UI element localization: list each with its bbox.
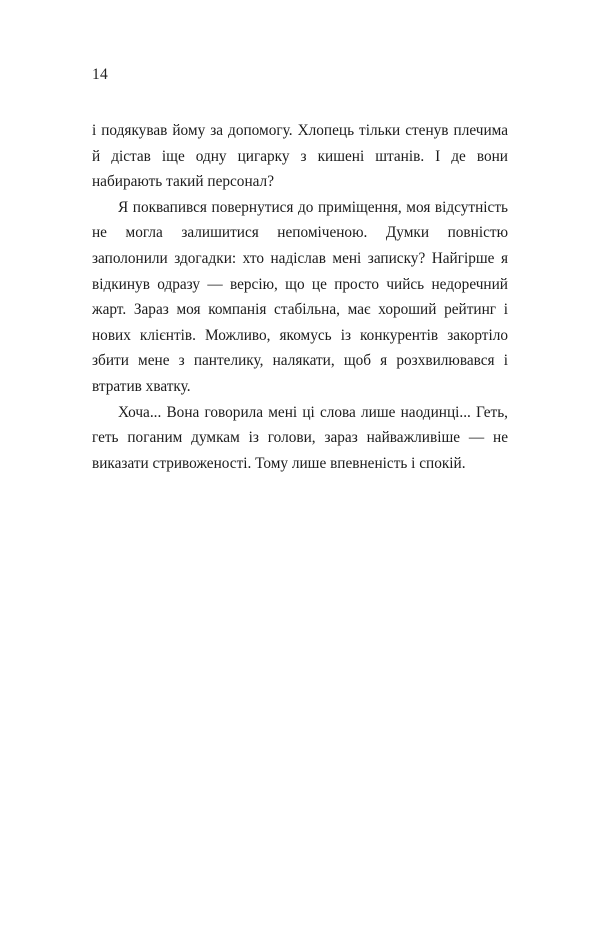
body-text [92, 118, 508, 476]
paragraph: і подякував йому за допомогу. Хлопець тільки стенув плечима й дістав іще одну цигарку з кишені штанів. І де вони набирають такий персонал? [92, 122, 508, 191]
paragraph: Хоча... Вона говорила мені ці слова лише наодинці... Геть, геть поганим думкам із голови, зараз найважливіше — не виказати стривоженості. Тому лише впевненість і спокій. [92, 403, 508, 472]
paragraph: Я поквапився повернутися до приміщення, моя відсутність не могла залишитися непоміченою. Думки повністю заполонили здогадки: хто надіслав мені записку? Найгірше я відкинув одразу — версію, що це просто чийсь недоречний жарт. Зараз моя компанія стабільна, має хороший рейтинг і нових клієнтів. Можливо, якомусь із конкурентів закортіло збити мене з пантелику, налякати, щоб я розхвилювався і втратив хватку. [92, 198, 508, 395]
page-number: 14 [92, 66, 108, 83]
